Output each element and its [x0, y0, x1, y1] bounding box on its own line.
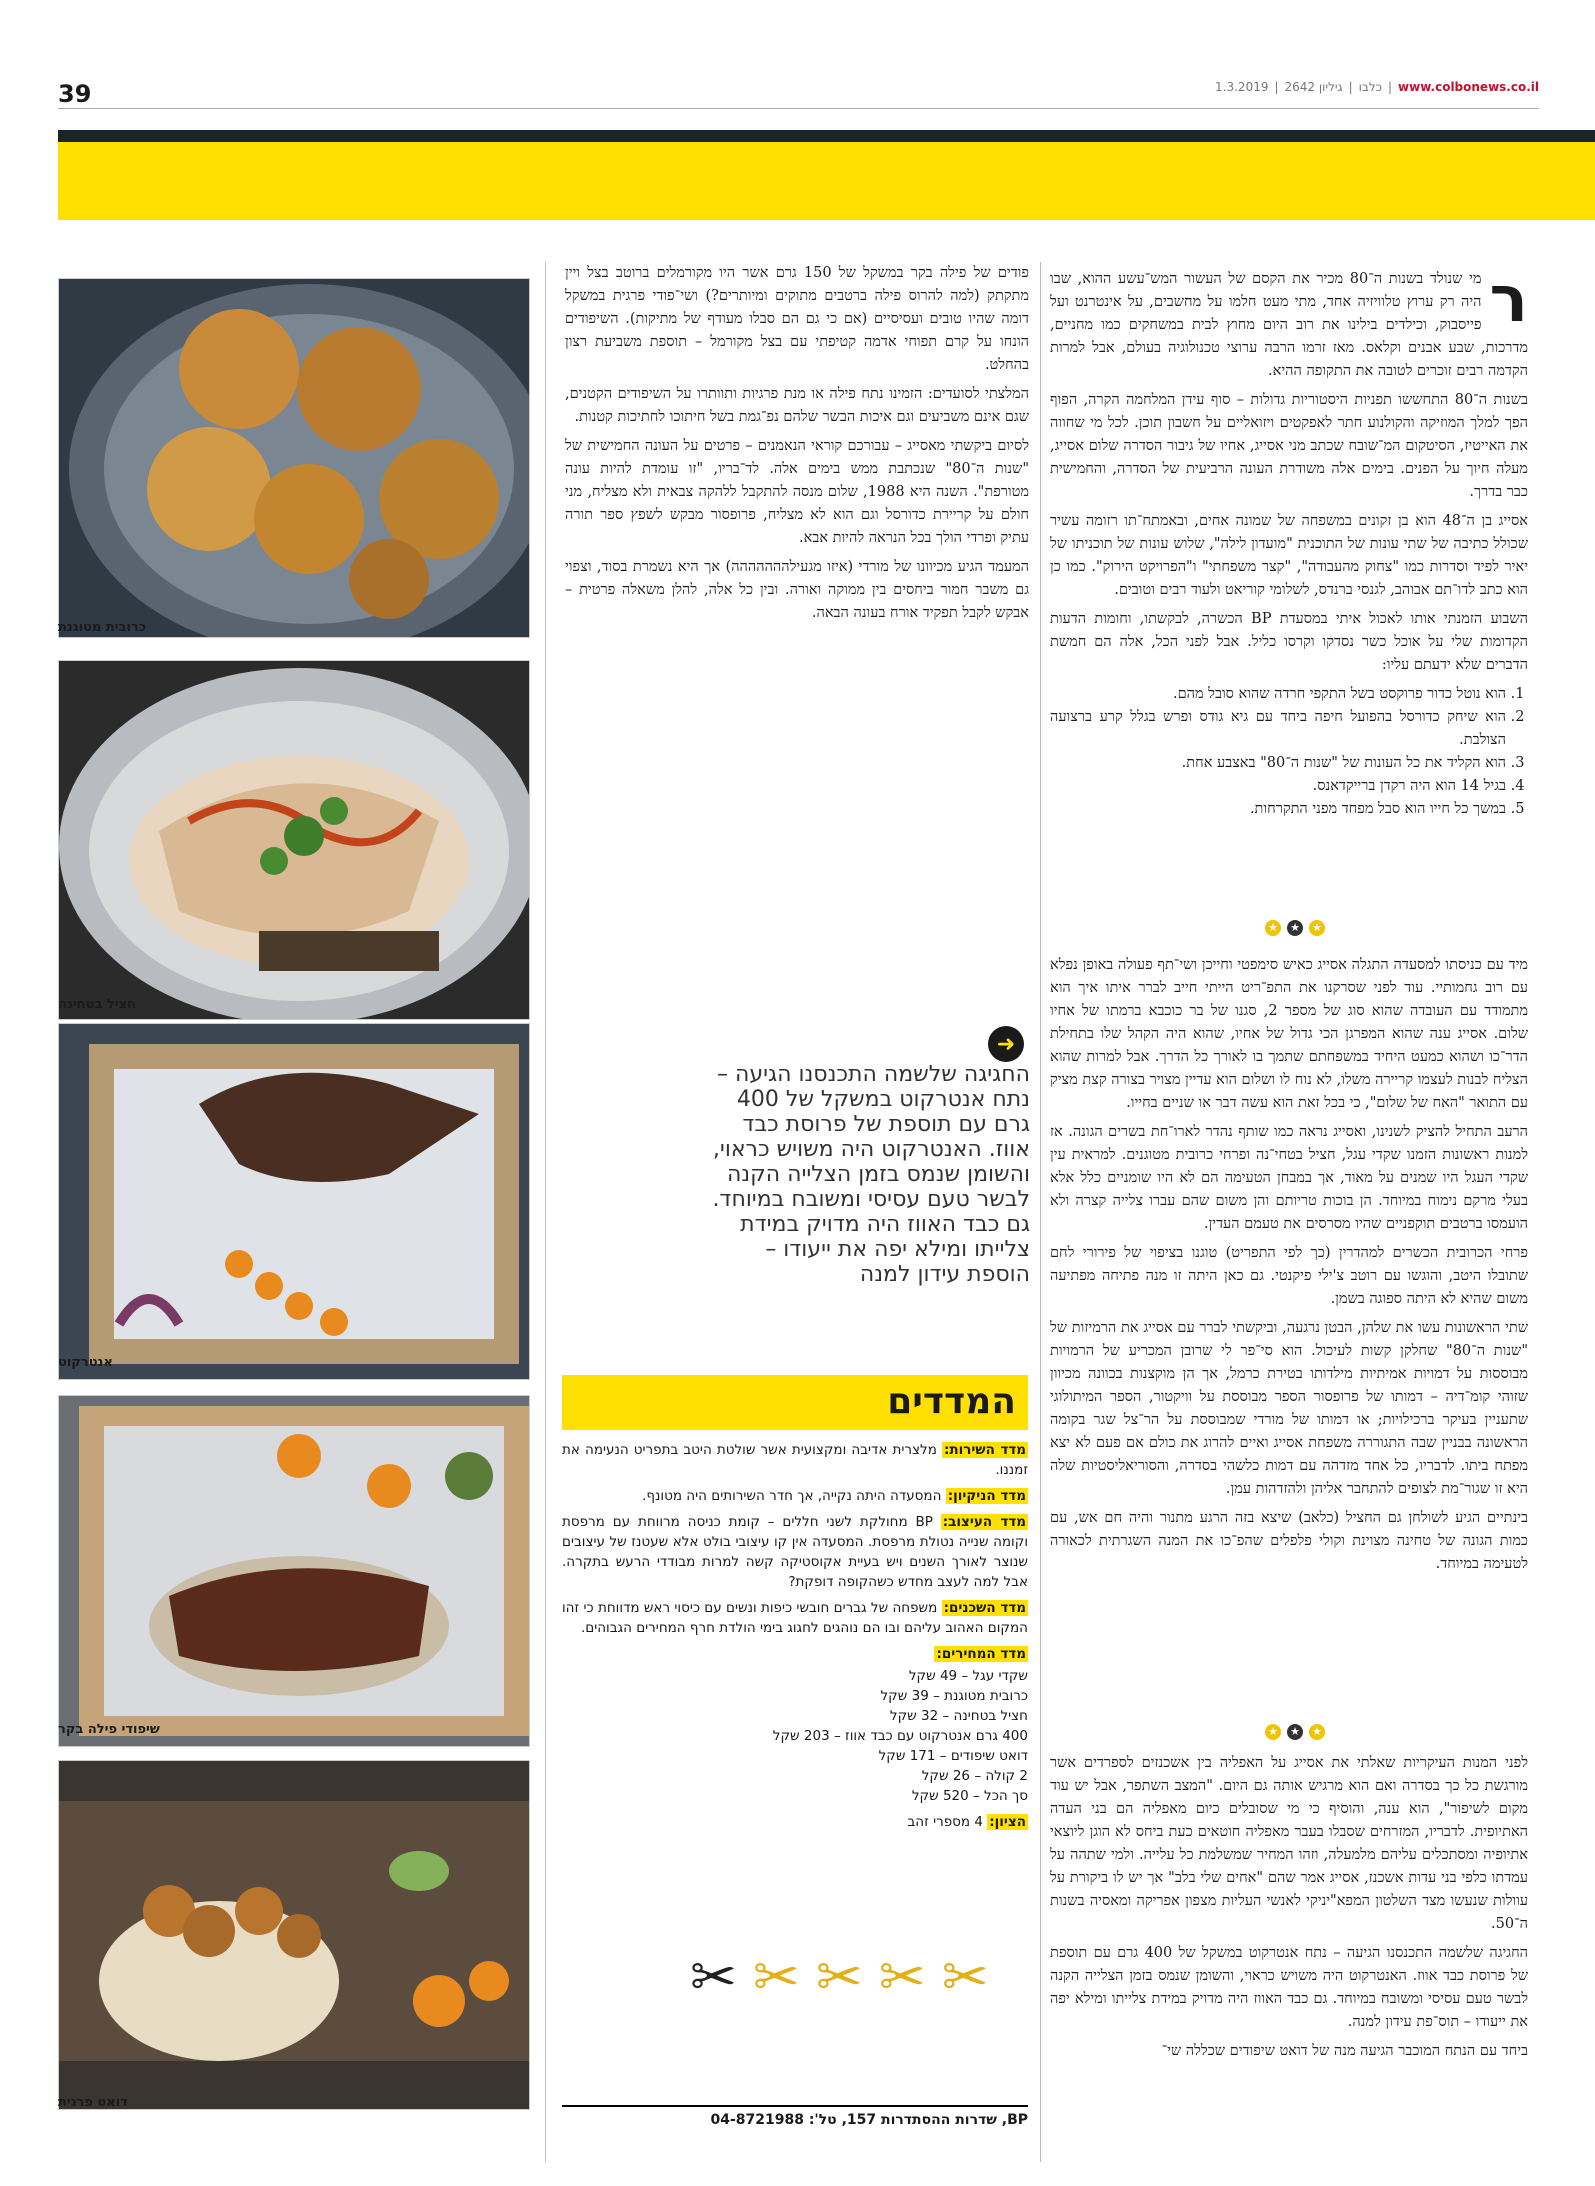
eggplant-image — [59, 661, 529, 1019]
ratings-box-title: המדדים — [887, 1381, 1016, 1422]
rating-cleanliness — [562, 1486, 1028, 1506]
star-icon: ★ — [1265, 1724, 1281, 1740]
column-divider — [1040, 262, 1041, 2162]
facts-list — [1050, 683, 1506, 821]
scissors-icon: ✂ — [878, 1945, 926, 2010]
article-paragraph: המלצתי לסועדים: הזמינו נתח פילה או מנת פרגיות ותוותרו על השיפודים הקטנים, שגם אינם משביעים וגם איכות הבשר שלהם נפ־גמת בשל חיתוכו לחתיכות קטנות. — [565, 386, 1029, 425]
star-icon: ★ — [1287, 920, 1303, 936]
separator: | — [1274, 80, 1279, 94]
photo-eggplant-tahini — [58, 660, 530, 1020]
article-column-right-c — [1050, 1752, 1528, 2069]
article-paragraph: לפני המנות העיקריות שאלתי את אסייג על האפליה בין אשכנזים לספרדים אשר מורגשת כל כך בסדרה ואם הוא מרגיש אותה גם היום. "המצב השתפר, אבל יש עוד מקום לשיפור", הוא ענה, והוסיף כי מי שסובלים כיום מאפליה הם בני העדה האתיופית. לדבריו, המזרחים שסבלו בעבר מאפליה חוטאים כעת ביחס לא הוגן ליוצאי אתיופיה ומסתכלים עליהם מלמעלה, וזהו המחיר שמשלמת כל עלייה. ולמי שתהה על עמדתו כלפי בני עדות אשכנז, אסייג אמר שהם "אחים שלי בלב" אך יש לו ביקורת על עוולות שנעשו מצד השלטון המפא"יניקי לאנשי העליות מצפון אפריקה ומאסיה בשנות ה־50. — [1050, 1755, 1528, 1932]
rating-score — [562, 1812, 1028, 1832]
fact-item: 3. הוא הקליד את כל העונות של "שנות ה־80" באצבע אחת. — [1050, 752, 1506, 775]
price-item: 400 גרם אנטרקוט עם כבד אווז – 203 שקל — [772, 1728, 1028, 1744]
separator: | — [1348, 80, 1353, 94]
photo-caption: אנטרקוט — [58, 1355, 113, 1370]
photo-fried-cauliflower — [58, 278, 530, 638]
price-item: חציל בטחינה – 32 שקל — [889, 1708, 1028, 1724]
article-paragraph: אסייג בן ה־48 הוא בן זקונים במשפחה של שמונה אחים, ובאמתח־תו רזומה עשיר שכולל כתיבה של שתי עונות של התוכנית "מועדון לילה", שלוש עונות של תוכניתו של יאיר לפיד וסדרות כמו "צחוק מהעבודה", "קצר משפחתי" ו"הפרויקט הירוק". כמו כן הוא כתב לדו־תם אבוהב, לגנסי ברנדס, לשלומי קוריאט ולעוד רבים וטובים. — [1050, 513, 1528, 598]
article-paragraph: בינתיים הגיע לשולחן גם החציל (כלאב) שיצא בזה הרגע מתנור והיה חם אש, עם כמות הגונה של טחינה מצוינת וקולי פלפלים שהפ־כו את המנה השגרתית לכאורה לטעימה במיוחד. — [1050, 1510, 1528, 1572]
rating-label: מדד השכנים: — [943, 1600, 1027, 1616]
title-band — [58, 142, 1595, 220]
fact-item: 1. הוא נוטל כדור פרוקסט בשל התקפי חרדה שהוא סובל מהם. — [1050, 683, 1506, 706]
article-paragraph: בשנות ה־80 התחששו תפניות היסטוריות גדולות – סוף עידן המלחמה הקרה, הפוף הפך למלך המוזיקה והקולנוע חתר לאפקטים ויזואליים על חשבון תוכן. לכל מי שחווה את האייטיז, הסיטקום המ־שובח שכתב מני אסייג, אחיו של גיבור הסדרה שלום אסייג, מעלה חיוך על הפנים. בימים אלה משודרת העונה הרביעית של הסדרה, והחמישית כבר בדרך. — [1050, 392, 1528, 500]
star-icon: ★ — [1309, 920, 1325, 936]
rating-prices — [562, 1644, 1028, 1664]
restaurant-address: BP, שדרות ההסתדרות 157, טל': 04-8721988 — [710, 2112, 1028, 2128]
price-item: דואט שיפודים – 171 שקל — [878, 1748, 1028, 1764]
scissors-icon: ✂ — [752, 1945, 800, 2010]
column-divider — [545, 262, 546, 2162]
rating-label: מדד השירות: — [943, 1442, 1027, 1458]
article-paragraph: ביחד עם הנתח המוכבר הגיעה מנה של דואט שיפודים שכללה שי־ — [1161, 2043, 1528, 2059]
page-number: 39 — [58, 80, 92, 108]
price-item: סך הכל – 520 שקל — [911, 1788, 1028, 1804]
article-column-right-b — [1050, 954, 1528, 1582]
section-divider-stars — [1265, 920, 1325, 936]
ratings-box-header — [562, 1375, 1028, 1430]
article-paragraph: מיד עם כניסתו למסעדה התגלה אסייג כאיש סימפטי וחייכן ושי־תף פעולה באופן נפלא עם רוב גחמותיי. עוד לפני שסרקנו את התפ־ריט הייתי חייב לברר איתו איך הוא מתמודד עם העובדה שהוא סוג של מספר 2, סגנו של בר כוכבא ברמתו של אחיו שלום. אסייג ענה שהוא המפרגן הכי גדול של אחיו, שהוא היה הקהל שלו בתחילת הדר־כו ושהוא כמעט היחיד במשפחתם שתמך בו לאורך כל הדרך. אבל למרות שהוא הצליח לבנות לעצמו קריירה משלו, לא נוח לו ושלום הוא עדיין מצויר בצורה קצת מציק עם התואר "האח של שלום", כי בכל זאת הוא עשה דבר או שניים בחייו. — [1050, 957, 1528, 1111]
photo-caption: דואט פרגית — [58, 2095, 128, 2110]
article-column-right — [1050, 263, 1528, 821]
drop-cap: ר — [1489, 263, 1528, 337]
rating-label: מדד המחירים: — [936, 1646, 1026, 1662]
photo-caption: שיפודי פילה בקר — [58, 1722, 160, 1737]
issue-number: גיליון 2642 — [1284, 80, 1343, 94]
fact-item: 5. במשך כל חייו הוא סבל מפחד מפני התקרחות. — [1050, 798, 1506, 821]
section-divider-stars — [1265, 1724, 1325, 1740]
star-icon: ★ — [1309, 1724, 1325, 1740]
photo-entrecote — [58, 1023, 530, 1380]
price-item: כרובית מטוגנת – 39 שקל — [880, 1688, 1028, 1704]
rating-label: מדד העיצוב: — [942, 1514, 1026, 1530]
article-paragraph: החגיגה שלשמה התכנסנו הגיעה – נתח אנטרקוט במשקל של 400 גרם עם תוספת של פרוסת כבד אווז. האנטרקוט היה משויש כראוי, והשומן שנמס בזמן הצלייה הקנה לבשר טעם עסיסי ומשובח במיוחד. גם כבד האווז היה מדויק במידת צלייתו ומילא יפה את ייעודו – תוס־פת עידון למנה. — [1050, 1945, 1529, 2030]
cauliflower-image — [59, 279, 529, 637]
paper-name: כלבו — [1358, 80, 1382, 94]
rating-diners — [562, 1598, 1028, 1638]
scissors-icon: ✂ — [815, 1945, 863, 2010]
fact-item: 2. הוא שיחק כדורסל בהפועל חיפה ביחד עם גיא גודס ופרש בגלל קרע ברצועה הצולבת. — [1050, 706, 1506, 752]
rating-text: משפחה של גברים חובשי כיפות ונשים עם כיסוי ראש מדווחת כי זהו המקום האהוב עליהם ובו הם נוהגים לחגוג בימי הולדת חרף המחירים הגבוהים. — [562, 1600, 1028, 1636]
pull-quote: החגיגה שלשמה התכנסנו הגיעה – נתח אנטרקוט במשקל של 400 גרם עם תוספת של פרוסת כבד אווז. האנטרקוט היה משויש כראוי, והשומן שנמס בזמן הצלייה הקנה לבשר טעם עסיסי ומשובח במיוחד. גם כבד האווז היה מדויק במידת צלייתו ומילא יפה את ייעודו – הוספת עידון למנה — [712, 1062, 1030, 1287]
star-icon: ★ — [1265, 920, 1281, 936]
issue-date: 1.3.2019 — [1215, 80, 1269, 94]
address-rule — [562, 2105, 1028, 2107]
article-column-middle — [565, 262, 1029, 631]
star-icon: ★ — [1287, 1724, 1303, 1740]
rating-text: מלצרית אדיבה ומקצועית אשר שולטת היטב בתפריט הנעימה את זמננו. — [562, 1442, 1028, 1478]
article-paragraph: הרעב התחיל להציק לשנינו, ואסייג נראה כמו שותף נהדר לארו־חת בשרים הגונה. אז למנות ראשונות הזמנו שקדי עגל, חציל בטחי־נה ופרחי כרובית מטוגנים. למראית עין שקדי העגל היו שמנים על מאוד, אך במבחן הטעימה הם לא היו שומניים כלל אלא בעלי מרקם נימוח במיוחד. הן בוכות טריותם והן משום שהם עברו צלייה קצרה ולא הועמסו ברטבים תוקפניים שהיו מסרסים את טעמם העדין. — [1050, 1124, 1528, 1232]
scissors-icon: ✂ — [941, 1945, 989, 2010]
separator: | — [1387, 80, 1393, 94]
price-item: 2 קולה – 26 שקל — [921, 1768, 1028, 1784]
skewers-image — [59, 1396, 529, 1746]
photo-beef-skewers — [58, 1395, 530, 1747]
photo-caption: חציל בטחינה — [58, 997, 136, 1012]
article-intro: מי שנולד בשנות ה־80 מכיר את הקסם של העשור המש־עשע ההוא, שבו היה רק ערוץ טלוויזיה אחד, מתי מעט חלמו על מחשבים, על אינטרנט ועל פייסבוק, וכילדים בילינו את רוב היום מחוץ לבית במשחקים כמו מחניים, מדרכות, שבע אבנים וקלאס. מאז זרמו הרבה ערוצי טכנולוגיה בעולם, אבל למרות הקדמה רבים זוכרים לטובה את התקופה ההיא. — [1050, 271, 1528, 379]
ratings-box — [562, 1440, 1028, 1838]
rating-text: BP מחולקת לשני חללים – קומת כניסה מרווחת עם מרפסת וקומה שנייה נטולת מרפסת. המסעדה אין קו עיצובי בולט אלא שעטנז של עיצובים שנוצר לאורך השנים ויש בעיית אקוסטיקה קשה למרות מבודדי הרעש בתקרה. אבל למה לעצב מחדש כשהקופה דופקת? — [562, 1514, 1028, 1590]
price-list — [562, 1666, 1028, 1806]
rating-service — [562, 1440, 1028, 1480]
score-scissors — [690, 1945, 989, 2010]
chicken-image — [59, 1761, 529, 2109]
fact-item: 4. בגיל 14 הוא היה רקדן ברייקדאנס. — [1050, 775, 1506, 798]
article-paragraph: השבוע הזמנתי אותו לאכול איתי במסעדת BP הכשרה, לבקשתו, וחומות הדעות הקדומות שלי על אוכל כשר נסדקו וקרסו כליל. אבל לפני הכל, אלה הם חמשת הדברים שלא ידעתם עליו: — [1050, 611, 1528, 673]
rating-label: הציון: — [989, 1814, 1026, 1830]
rating-label: מדד הניקיון: — [947, 1488, 1026, 1504]
photo-caption: כרובית מטוגנת — [58, 620, 147, 635]
entrecote-image — [59, 1024, 529, 1379]
scissors-icon: ✂ — [690, 1945, 737, 2010]
rating-text: 4 מספרי זהב — [907, 1814, 983, 1830]
photo-chicken-duet — [58, 1760, 530, 2110]
arrow-right-icon: ➜ — [988, 1026, 1024, 1062]
page-header-meta — [1215, 80, 1539, 94]
article-paragraph: שתי הראשונות עשו את שלהן, הבטן נרגעה, וביקשתי לברר עם אסייג את הרמיזות של "שנות ה־80" שחלקן קשות לעיכול. הוא סי־פר לי שרובן המכריע של הרמויות מבוססות על דמויות אמיתיות מילדותו בטירת כרמל, אך הן מוקצנות בכוונה מכיוון שזוהי קומ־דיה – דמותו של פרופסור הספר מבוססת על וויקטור, הספר המיתולוגי שתעניין בעיקר ברכילויות; או דמותו של מורדי שמבוססת על הר־צל שגר בקומה הראשונה בבניין שבה התגוררה משפחת אסייג ואיים להרוג את כולם אם פעם לא יצא מפתח ביתו. לדבריו, כל אחד מזדהה עם דמות כלשהי בסדרה, והסוריאליסטיות שלה היא זו שגור־מת לצופים להתחבר אליהן ולהזדהות עמן. — [1050, 1320, 1528, 1497]
article-paragraph: פודים של פילה בקר במשקל של 150 גרם אשר היו מקורמלים ברוטב בצל ויין מתקתק (למה להרוס פילה ברטבים מתוקים ומיותרים?) ושי־פודי פרגית במשקל דומה שהיו טובים ועסיסיים (אם כי גם הם סבלו מעודף של מתיקות). השיפודים הונחו על קרם תפוחי אדמה קטיפתי עם בצל מקורמל – תוספת משביעת רצון בהחלט. — [565, 265, 1029, 373]
article-paragraph: לסיום ביקשתי מאסייג – עבורכם קוראי הנאמנים – פרטים על העונה החמישית של "שנות ה־80" שנכתבת ממש בימים אלה. לד־בריו, "זו עומדת להיות עונה מטורפת". השנה היא 1988, שלום מנסה להתקבל ללהקה צבאית ולא מצליח, מני חולם על קריירת כדורסל וגם הוא לא מצליח, פרופסור מבקש לשפץ ספר תורה עתיק ופרדי הולך בכל הנראה להיות אבא. — [565, 438, 1029, 546]
title-band-top — [58, 130, 1595, 142]
site-url[interactable]: www.colbonews.co.il — [1398, 80, 1539, 94]
price-item: שקדי עגל – 49 שקל — [908, 1668, 1028, 1684]
rating-design — [562, 1512, 1028, 1592]
article-paragraph: המעמד הגיע מכיוונו של מורדי (איזו מגעילההההההה) אך היא נשמרת בסוד, וצפוי גם משבר חמור ביחסים בין ממוקה ואורה. ובין כל אלה, להלן משאלה פרטית – אבקש לקבל תפקיד אורח בעונה הבאה. — [565, 559, 1029, 621]
rating-text: המסעדה היתה נקייה, אך חדר השירותים היה מטונף. — [642, 1488, 942, 1504]
article-paragraph: פרחי הכרובית הכשרים למהדרין (כך לפי התפריט) טוגנו בציפוי של פירורי לחם שתובלו היטב, והוגשו עם רוטב צ'ילי פיקנטי. גם כאן היתה זו מנה פתיחה מפתיעה משום שהיא לא היתה ספוגה בשמן. — [1050, 1245, 1528, 1307]
header-rule — [58, 108, 1539, 109]
